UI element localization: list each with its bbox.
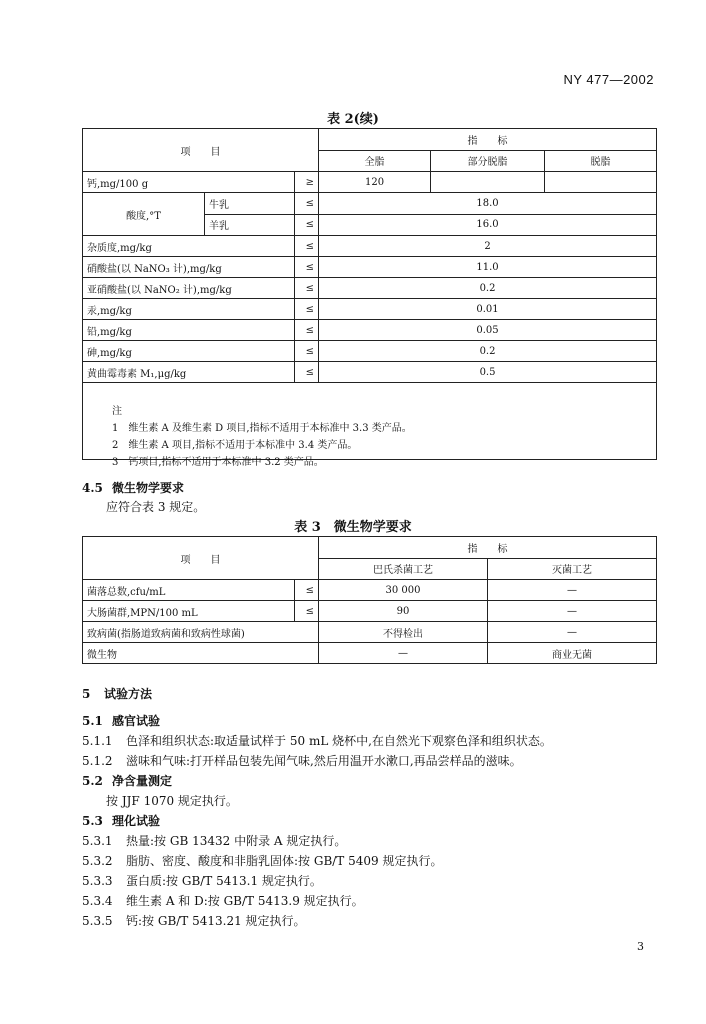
section-5-1-2: 5.1.2 滋味和气味:打开样品包装先闻气味,然后用温开水漱口,再品尝样品的滋味。 [82, 754, 522, 768]
table2-caption: 表 2(续) [327, 112, 379, 127]
section-5-2-text: 按 JJF 1070 规定执行。 [106, 794, 238, 808]
page-number: 3 [637, 940, 644, 953]
section-5-1-1: 5.1.1 色泽和组织状态:取适量试样于 50 mL 烧杯中,在自然光下观察色泽和组织状态。 [82, 734, 552, 748]
section-5-3-5: 5.3.5 钙:按 GB/T 5413.21 规定执行。 [82, 914, 306, 928]
table2-col-skim: 脱脂 [545, 150, 657, 172]
table2 [82, 128, 657, 460]
table3-head-item: 项 目 [83, 537, 319, 580]
table2-head-index: 指 标 [319, 129, 657, 151]
standard-code: NY 477—2002 [563, 72, 654, 87]
table-row: 微生物 — 商业无菌 [83, 643, 657, 664]
table3-col-sterilized: 灭菌工艺 [488, 558, 657, 580]
section-5-3-4: 5.3.4 维生素 A 和 D:按 GB/T 5413.9 规定执行。 [82, 894, 364, 908]
section-5-1-heading: 5.1 感官试验 [82, 714, 161, 728]
table3 [82, 536, 657, 664]
table-row: 黄曲霉毒素 M₁,μg/kg ≤ 0.5 [83, 362, 657, 383]
note-1: 1 维生素 A 及维生素 D 项目,指标不适用于本标准中 3.3 类产品。 [112, 423, 412, 434]
table-row: 酸度,°T 牛乳 ≤ 18.0 [83, 193, 657, 215]
table3-col-pasteurized: 巴氏杀菌工艺 [319, 558, 488, 580]
table3-caption: 表 3 微生物学要求 [294, 520, 412, 535]
note-3: 3 钙项目,指标不适用于本标准中 3.2 类产品。 [112, 457, 324, 468]
table-row: 菌落总数,cfu/mL ≤ 30 000 — [83, 580, 657, 601]
table2-col-full: 全脂 [319, 150, 431, 172]
table3-head-index: 指 标 [319, 537, 657, 559]
section-5-3-2: 5.3.2 脂肪、密度、酸度和非脂乳固体:按 GB/T 5409 规定执行。 [82, 854, 443, 868]
table-row: 亚硝酸盐(以 NaNO₂ 计),mg/kg ≤ 0.2 [83, 278, 657, 299]
note-2: 2 维生素 A 项目,指标不适用于本标准中 3.4 类产品。 [112, 440, 358, 451]
table-row: 铅,mg/kg ≤ 0.05 [83, 320, 657, 341]
section-5-2-heading: 5.2 净含量测定 [82, 774, 173, 788]
section-4-5-text: 应符合表 3 规定。 [106, 500, 206, 514]
table-row: 汞,mg/kg ≤ 0.01 [83, 299, 657, 320]
table2-col-partial: 部分脱脂 [431, 150, 545, 172]
section-4-5-heading: 4.5 微生物学要求 [82, 481, 185, 495]
table-row: 钙,mg/100 g ≥ 120 [83, 172, 657, 193]
table-row: 硝酸盐(以 NaNO₃ 计),mg/kg ≤ 11.0 [83, 257, 657, 278]
section-5-heading: 5 试验方法 [82, 687, 153, 701]
table2-head-item: 项 目 [83, 129, 319, 172]
section-5-3-3: 5.3.3 蛋白质:按 GB/T 5413.1 规定执行。 [82, 874, 322, 888]
notes-title: 注 [112, 406, 122, 417]
table-row: 杂质度,mg/kg ≤ 2 [83, 236, 657, 257]
table-row: 羊乳 ≤ 16.0 [83, 214, 657, 236]
section-5-3-1: 5.3.1 热量:按 GB 13432 中附录 A 规定执行。 [82, 834, 347, 848]
table-row: 致病菌(指肠道致病菌和致病性球菌) 不得检出 — [83, 622, 657, 643]
table-row: 大肠菌群,MPN/100 mL ≤ 90 — [83, 601, 657, 622]
table-row: 砷,mg/kg ≤ 0.2 [83, 341, 657, 362]
section-5-3-heading: 5.3 理化试验 [82, 814, 161, 828]
